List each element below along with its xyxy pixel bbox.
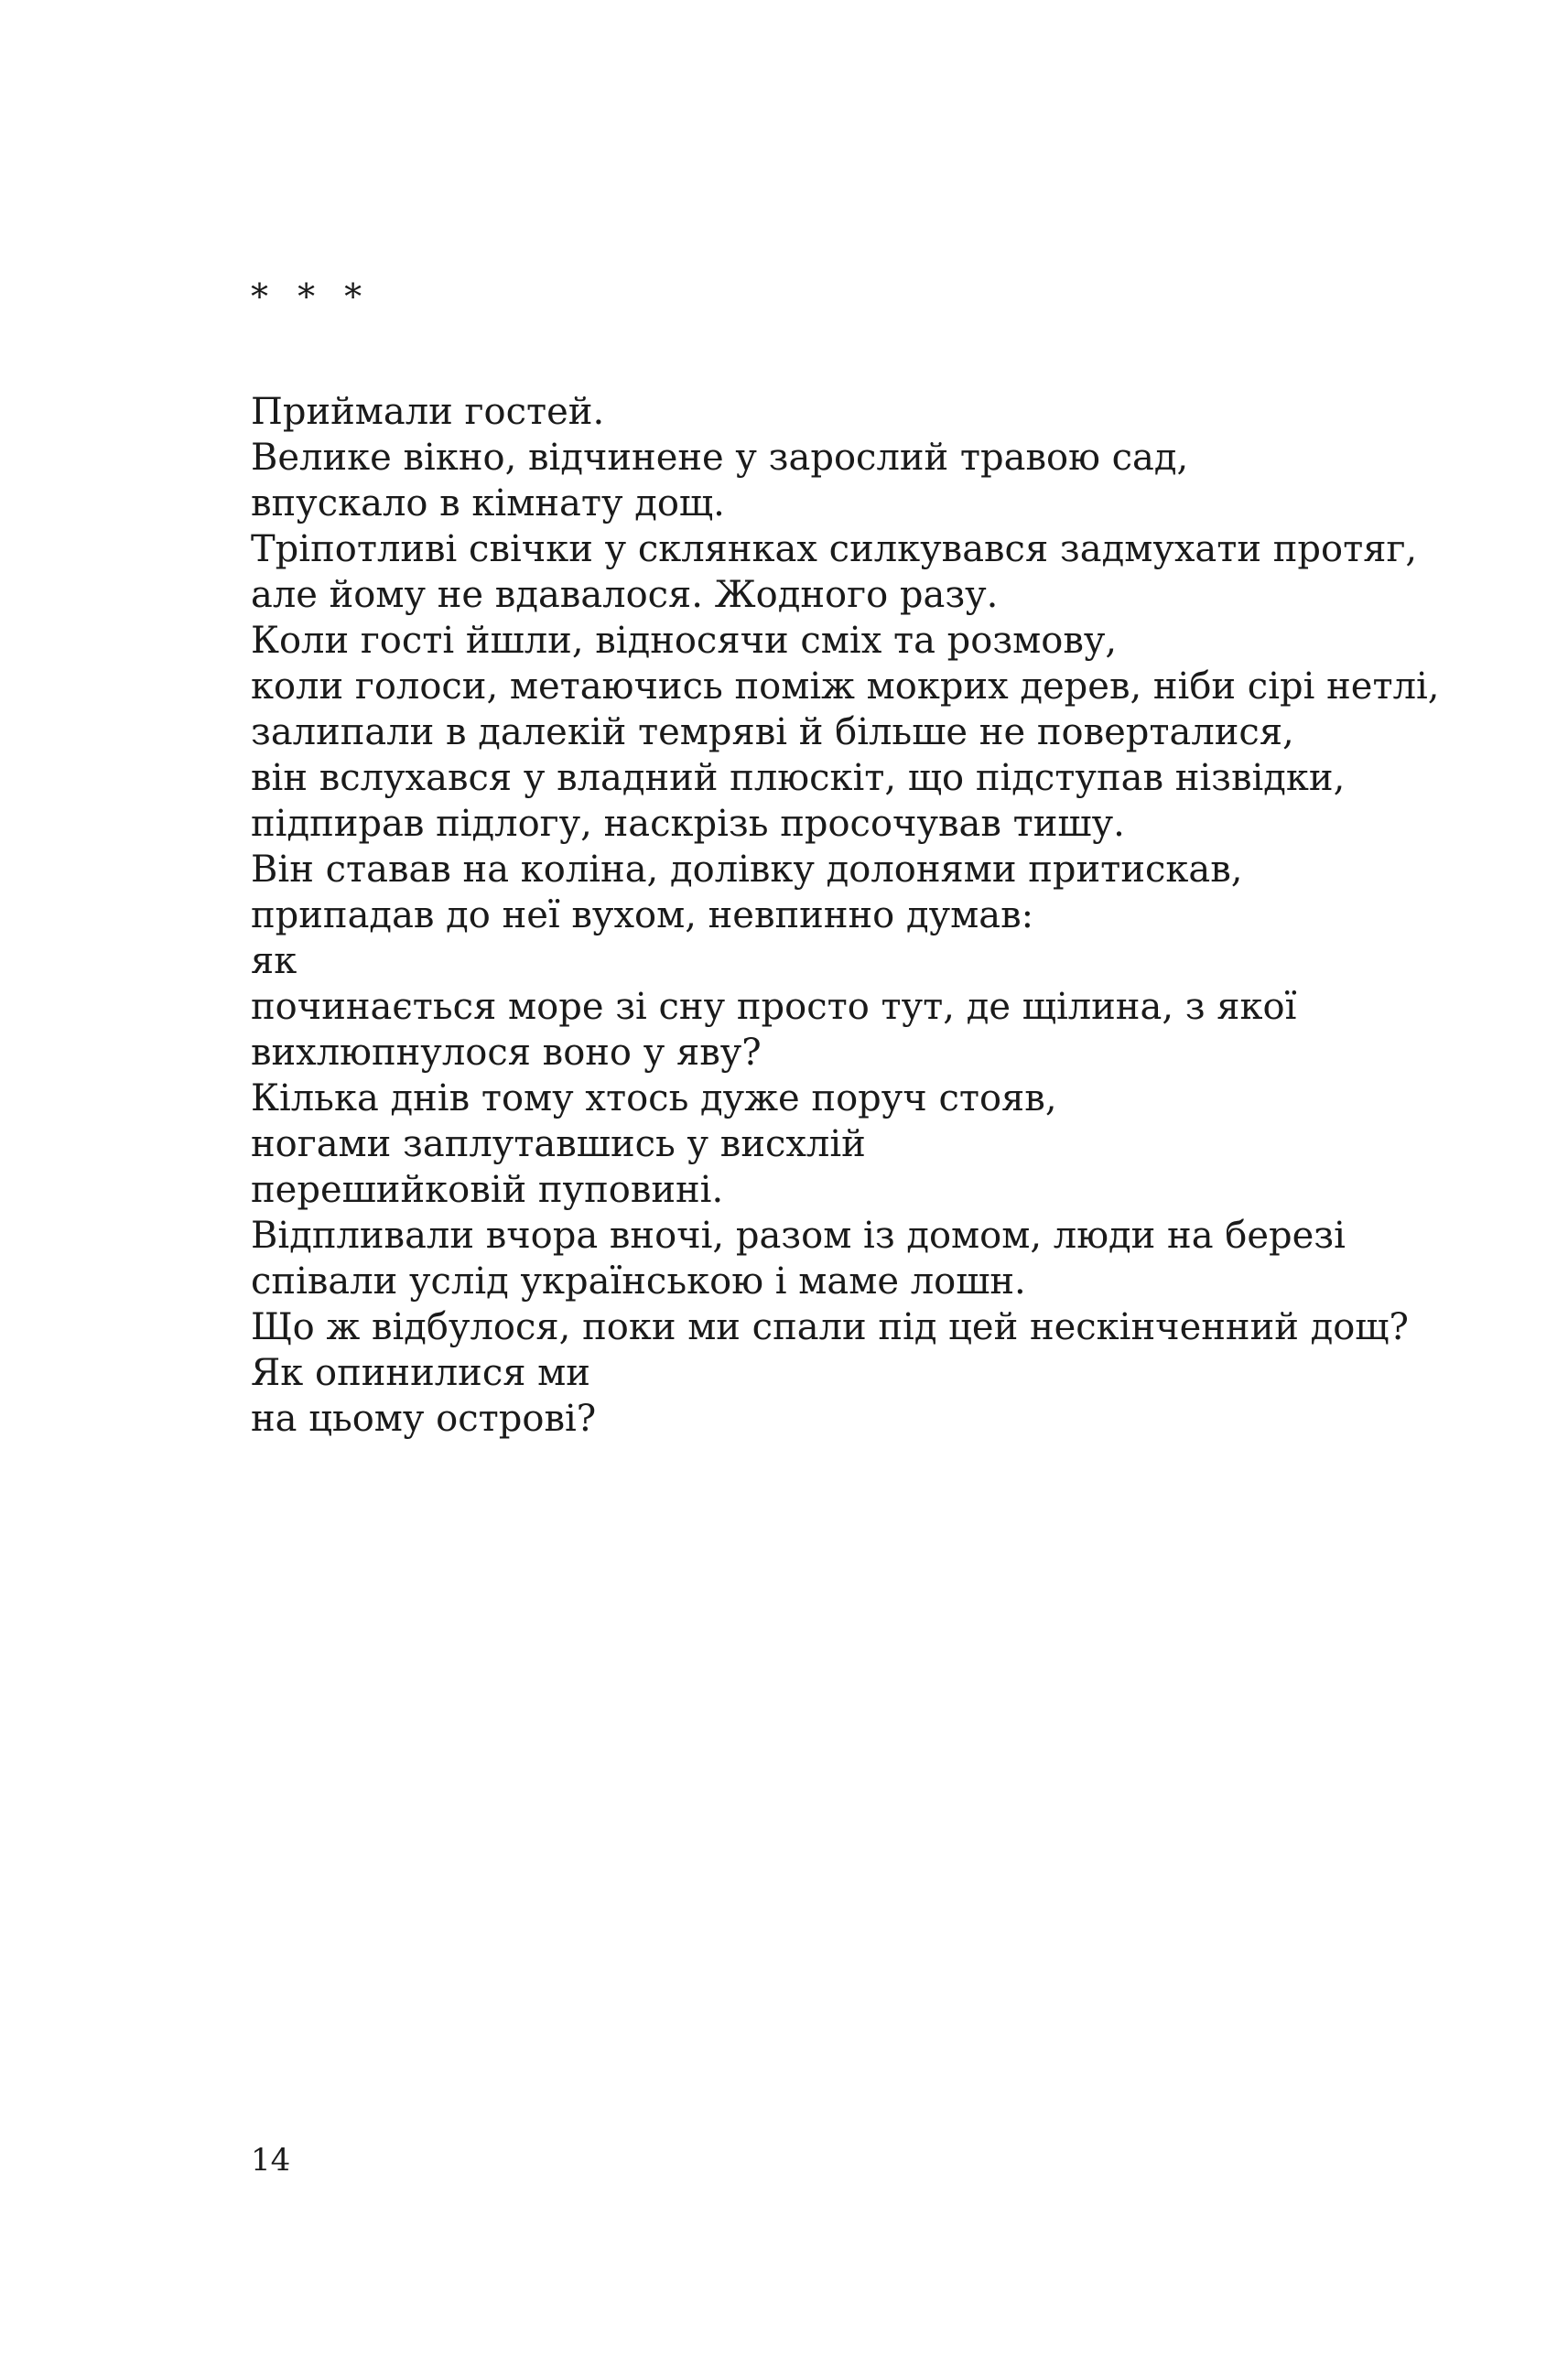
poem-line: підпирав підлогу, наскрізь просочував тишу. <box>251 803 1125 845</box>
poem-line: Приймали гостей. <box>251 391 605 433</box>
poem-line: Коли гості йшли, відносячи сміх та розмову, <box>251 620 1118 662</box>
poem-line: припадав до неї вухом, невпинно думав: <box>251 894 1034 936</box>
poem-line: коли голоси, метаючись поміж мокрих дерев, ніби сірі нетлі, <box>251 665 1440 708</box>
poem-line: Тріпотливі свічки у склянках силкувався задмухати протяг, <box>251 528 1418 570</box>
poem-body <box>251 389 1477 1442</box>
section-mark: * * * <box>251 276 372 317</box>
page-number: 14 <box>251 2142 291 2179</box>
poem-line: співали услід українською і маме лошн. <box>251 1260 1026 1303</box>
poem-line: але йому не вдавалося. Жодного разу. <box>251 574 999 616</box>
poem-line: перешийковій пуповині. <box>251 1169 724 1211</box>
poem-line: ногами заплутавшись у висхлій <box>251 1123 866 1165</box>
poem-line: залипали в далекій темряві й більше не поверталися, <box>251 711 1294 753</box>
poem-line: на цьому острові? <box>251 1398 597 1440</box>
poem-line: Він ставав на коліна, долівку долонями притискав, <box>251 849 1243 891</box>
poem-line: вихлюпнулося воно у яву? <box>251 1032 762 1074</box>
poem-line: Як опинилися ми <box>251 1352 590 1394</box>
poem-line: як <box>251 940 297 982</box>
poem-line: починається море зі сну просто тут, де щілина, з якої <box>251 986 1297 1028</box>
poem-line: впускало в кімнату дощ. <box>251 482 725 524</box>
poem-line: він вслухався у владний плюскіт, що підступав нізвідки, <box>251 757 1346 799</box>
poem-line: Відпливали вчора вночі, разом із домом, люди на березі <box>251 1215 1346 1257</box>
poem-line: Що ж відбулося, поки ми спали під цей нескінченний дощ? <box>251 1306 1409 1348</box>
poem-line: Кілька днів тому хтось дуже поруч стояв, <box>251 1077 1057 1119</box>
poem-line: Велике вікно, відчинене у зарослий травою сад, <box>251 437 1189 479</box>
